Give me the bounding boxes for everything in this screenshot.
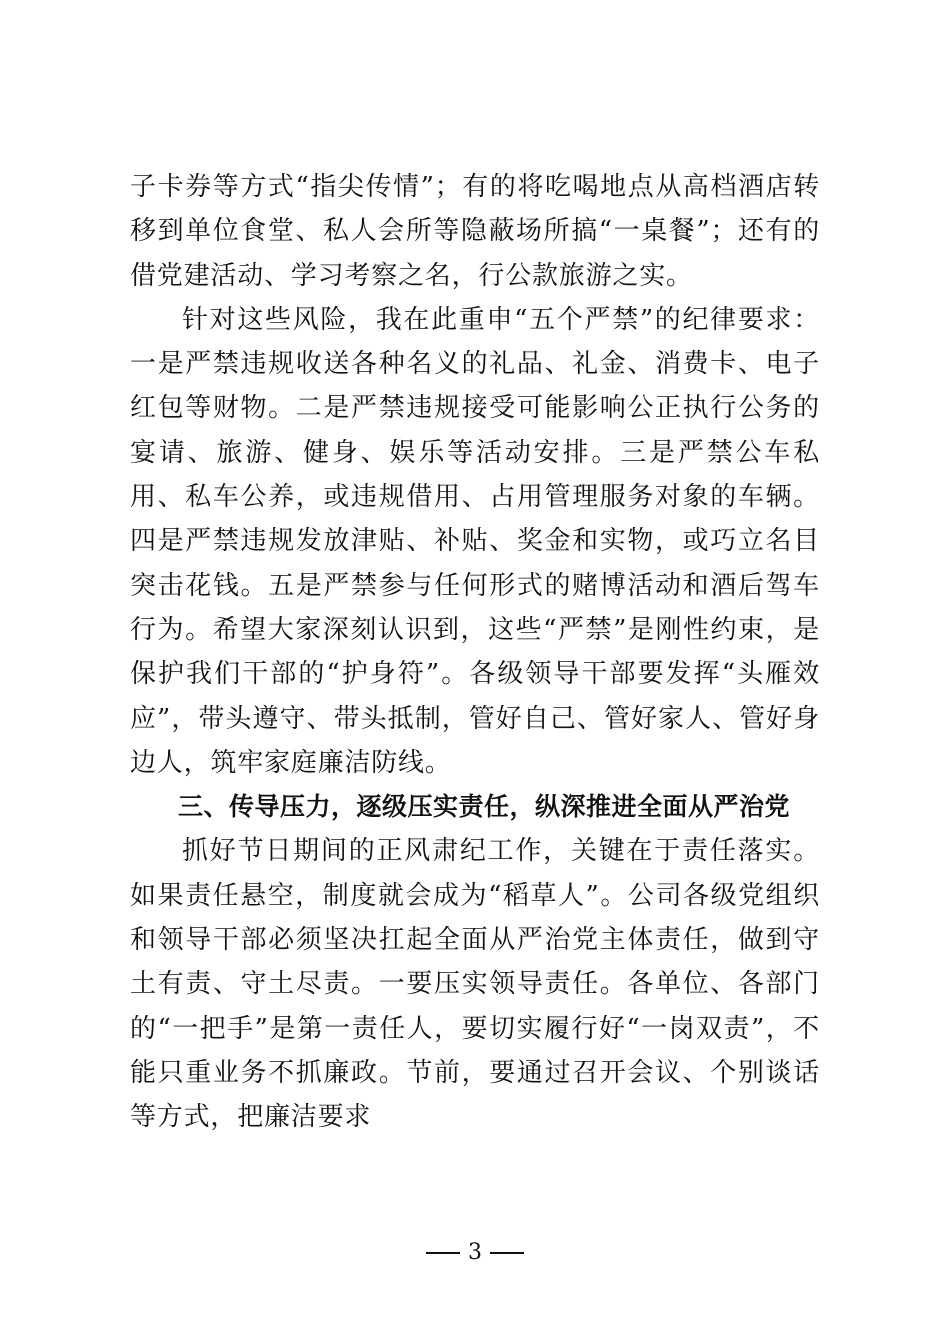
page-footer [0, 1238, 950, 1268]
paragraph-responsibility: 抓好节日期间的正风肃纪工作，关键在于责任落实。如果责任悬空，制度就会成为“稻草人”。公司各级党组织和领导干部必须坚决扛起全面从严治党主体责任，做到守土有责、守土尽责。一要压实领导责任。各单位、各部门的“一把手”是第一责任人，要切实履行好“一岗双责”，不能只重业务不抓廉政。节前，要通过召开会议、个别谈话等方式，把廉洁要求 [130, 836, 820, 1133]
footer-dash-left [426, 1252, 460, 1254]
page-number: 3 [468, 1240, 482, 1265]
paragraph-five-prohibitions: 针对这些风险，我在此重申“五个严禁”的纪律要求：一是严禁违规收送各种名义的礼品、礼金、消费卡、电子红包等财物。二是严禁违规接受可能影响公正执行公务的宴请、旅游、健身、娱乐等活动安排。三是严禁公车私用、私车公养，或违规借用、占用管理服务对象的车辆。四是严禁违规发放津贴、补贴、奖金和实物，或巧立名目突击花钱。五是严禁参与任何形式的赌博活动和酒后驾车行为。希望大家深刻认识到，这些“严禁”是刚性约束，是保护我们干部的“护身符”。各级领导干部要发挥“头雁效应”，带头遵守、带头抵制，管好自己、管好家人、管好身边人，筑牢家庭廉洁防线。 [130, 304, 820, 778]
footer-dash-right [490, 1252, 524, 1254]
paragraph-continuation: 子卡券等方式“指尖传情”；有的将吃喝地点从高档酒店转移到单位食堂、私人会所等隐蔽场所搞“一桌餐”；还有的借党建活动、学习考察之名，行公款旅游之实。 [130, 172, 820, 291]
section-heading: 三、传导压力，逐级压实责任，纵深推进全面从严治党 [178, 792, 791, 822]
document-body [130, 165, 820, 1140]
